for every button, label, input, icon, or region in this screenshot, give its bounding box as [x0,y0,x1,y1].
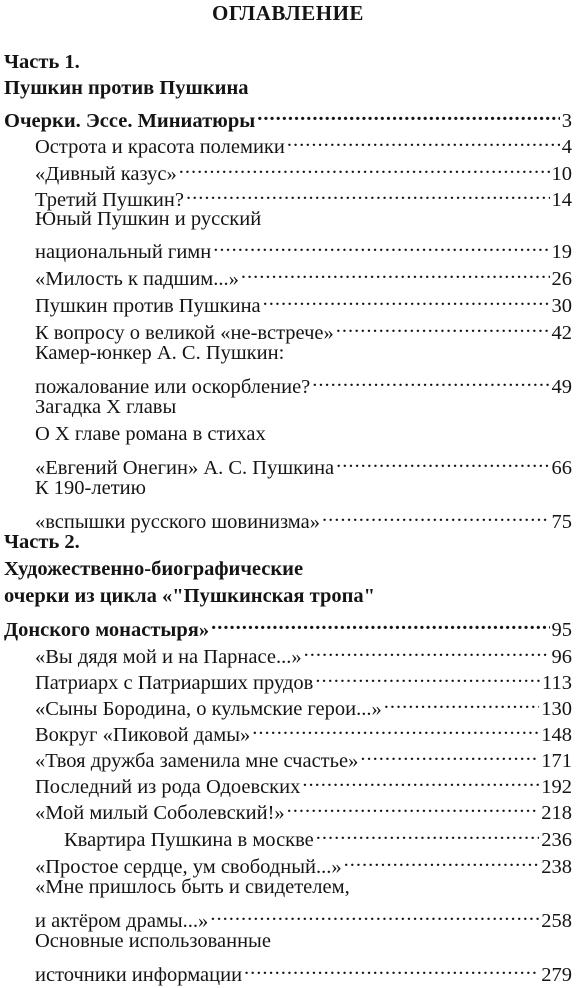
toc-entry[interactable]: «Твоя дружба заменила мне счастье» ..... 171 [35,741,572,774]
toc-entry[interactable]: Патриарх с Патриарших прудов ..... 113 [35,663,572,696]
page-number: 238 [541,856,572,878]
toc-entry[interactable]: «Простое сердце, ум свободный...» ..... 238 [35,847,572,880]
leader-dots [244,955,539,981]
leader-dots [257,101,560,127]
leader-dots [213,232,549,258]
toc-entry[interactable]: национальный гимн ..... 19 [35,232,572,265]
page-number: 49 [551,376,572,398]
leader-dots [304,637,550,663]
page-number: 148 [541,724,572,746]
page-number: 279 [541,964,572,986]
leader-dots [322,502,550,528]
leader-dots [336,313,550,339]
toc-entry[interactable]: «Сыны Бородина, о кульмские герои...» ..... 130 [35,689,572,722]
toc-entry[interactable]: и актёром драмы...» ..... 258 [35,901,572,934]
leader-dots [360,741,539,767]
part2-name-line: очерки из цикла «"Пушкинская тропа" [4,585,376,607]
toc-entry-line: Камер-юнкер А. С. Пушкин: [35,342,285,364]
leader-dots [302,767,539,793]
toc-entry-line: «Мне пришлось быть и свидетелем, [35,876,350,898]
page-number: 218 [541,802,572,824]
toc-entry[interactable]: Последний из рода Одоевских ..... 192 [35,767,572,800]
toc-entry[interactable]: Квартира Пушкина в москве ..... 236 [64,820,572,853]
leader-dots [252,715,539,741]
page-number: 75 [551,511,572,533]
leader-dots [344,847,540,873]
toc-entry[interactable]: «вспышки русского шовинизма» ..... 75 [35,502,572,535]
toc-entry[interactable]: «Евгений Онегин» А. С. Пушкина ..... 66 [35,448,572,481]
toc-section-row[interactable]: Донского монастыря» ..... 95 [4,610,572,643]
page-number: 42 [551,322,572,344]
leader-dots [336,448,549,474]
toc-entry[interactable]: Третий Пушкин? ..... 14 [35,180,572,213]
toc-entry-line: О Х главе романа в стихах [35,423,266,445]
page-number: 113 [542,672,572,694]
leader-dots [186,180,550,206]
part1-name: Пушкин против Пушкина [4,77,249,99]
toc-entry[interactable]: «Вы дядя мой и на Парнасе...» ..... 96 [35,637,572,670]
page-number: 192 [541,776,572,798]
page-number: 19 [551,241,572,263]
leader-dots [312,367,549,393]
page-number: 10 [551,163,572,185]
toc-entry-line: Загадка Х главы [35,396,177,418]
toc-entry[interactable]: «Милость к падшим...» ..... 26 [35,259,572,292]
page-number: 66 [551,457,572,479]
leader-dots [241,259,550,285]
toc-entry[interactable]: источники информации ..... 279 [35,955,572,988]
leader-dots [179,154,550,180]
leader-dots [315,663,540,689]
leader-dots [210,901,539,927]
toc-entry[interactable]: Вокруг «Пиковой дамы» ..... 148 [35,715,572,748]
leader-dots [384,689,540,715]
page-number: 258 [541,910,572,932]
page-number: 171 [541,750,572,772]
page-number: 96 [551,646,572,668]
page-number: 4 [561,136,572,158]
page-number: 14 [551,189,572,211]
toc-entry-line: Юный Пушкин и русский [35,208,262,230]
page-number: 130 [541,698,572,720]
part2-name-line: Художественно-биографические [4,558,304,580]
toc-entry[interactable]: К вопросу о великой «не-встрече» ..... 42 [35,313,572,346]
leader-dots [287,793,540,819]
part2-label: Часть 2. [4,531,80,553]
toc-entry[interactable]: «Дивный казус» ..... 10 [35,154,572,187]
leader-dots [263,286,550,312]
leader-dots [316,820,539,846]
toc-section-row[interactable]: Очерки. Эссе. Миниатюры ..... 3 [4,101,572,134]
toc-title: ОГЛАВЛЕНИЕ [212,1,364,25]
toc-entry-line: Основные использованные [35,930,271,952]
toc-entry[interactable]: пожалование или оскорбление? ..... 49 [35,367,572,400]
toc-entry[interactable]: Острота и красота полемики ..... 4 [35,127,572,160]
toc-entry[interactable]: Пушкин против Пушкина ..... 30 [35,286,572,319]
toc-entry-line: К 190-летию [35,477,146,499]
toc-entry[interactable]: «Мой милый Соболевский!» ..... 218 [35,793,572,826]
leader-dots [211,610,549,636]
page-number: 30 [551,295,572,317]
leader-dots [287,127,560,153]
part1-label: Часть 1. [4,51,80,73]
page-number: 236 [541,829,572,851]
page-number: 95 [551,619,572,641]
page-number: 26 [551,268,572,290]
page-number: 3 [561,110,572,132]
